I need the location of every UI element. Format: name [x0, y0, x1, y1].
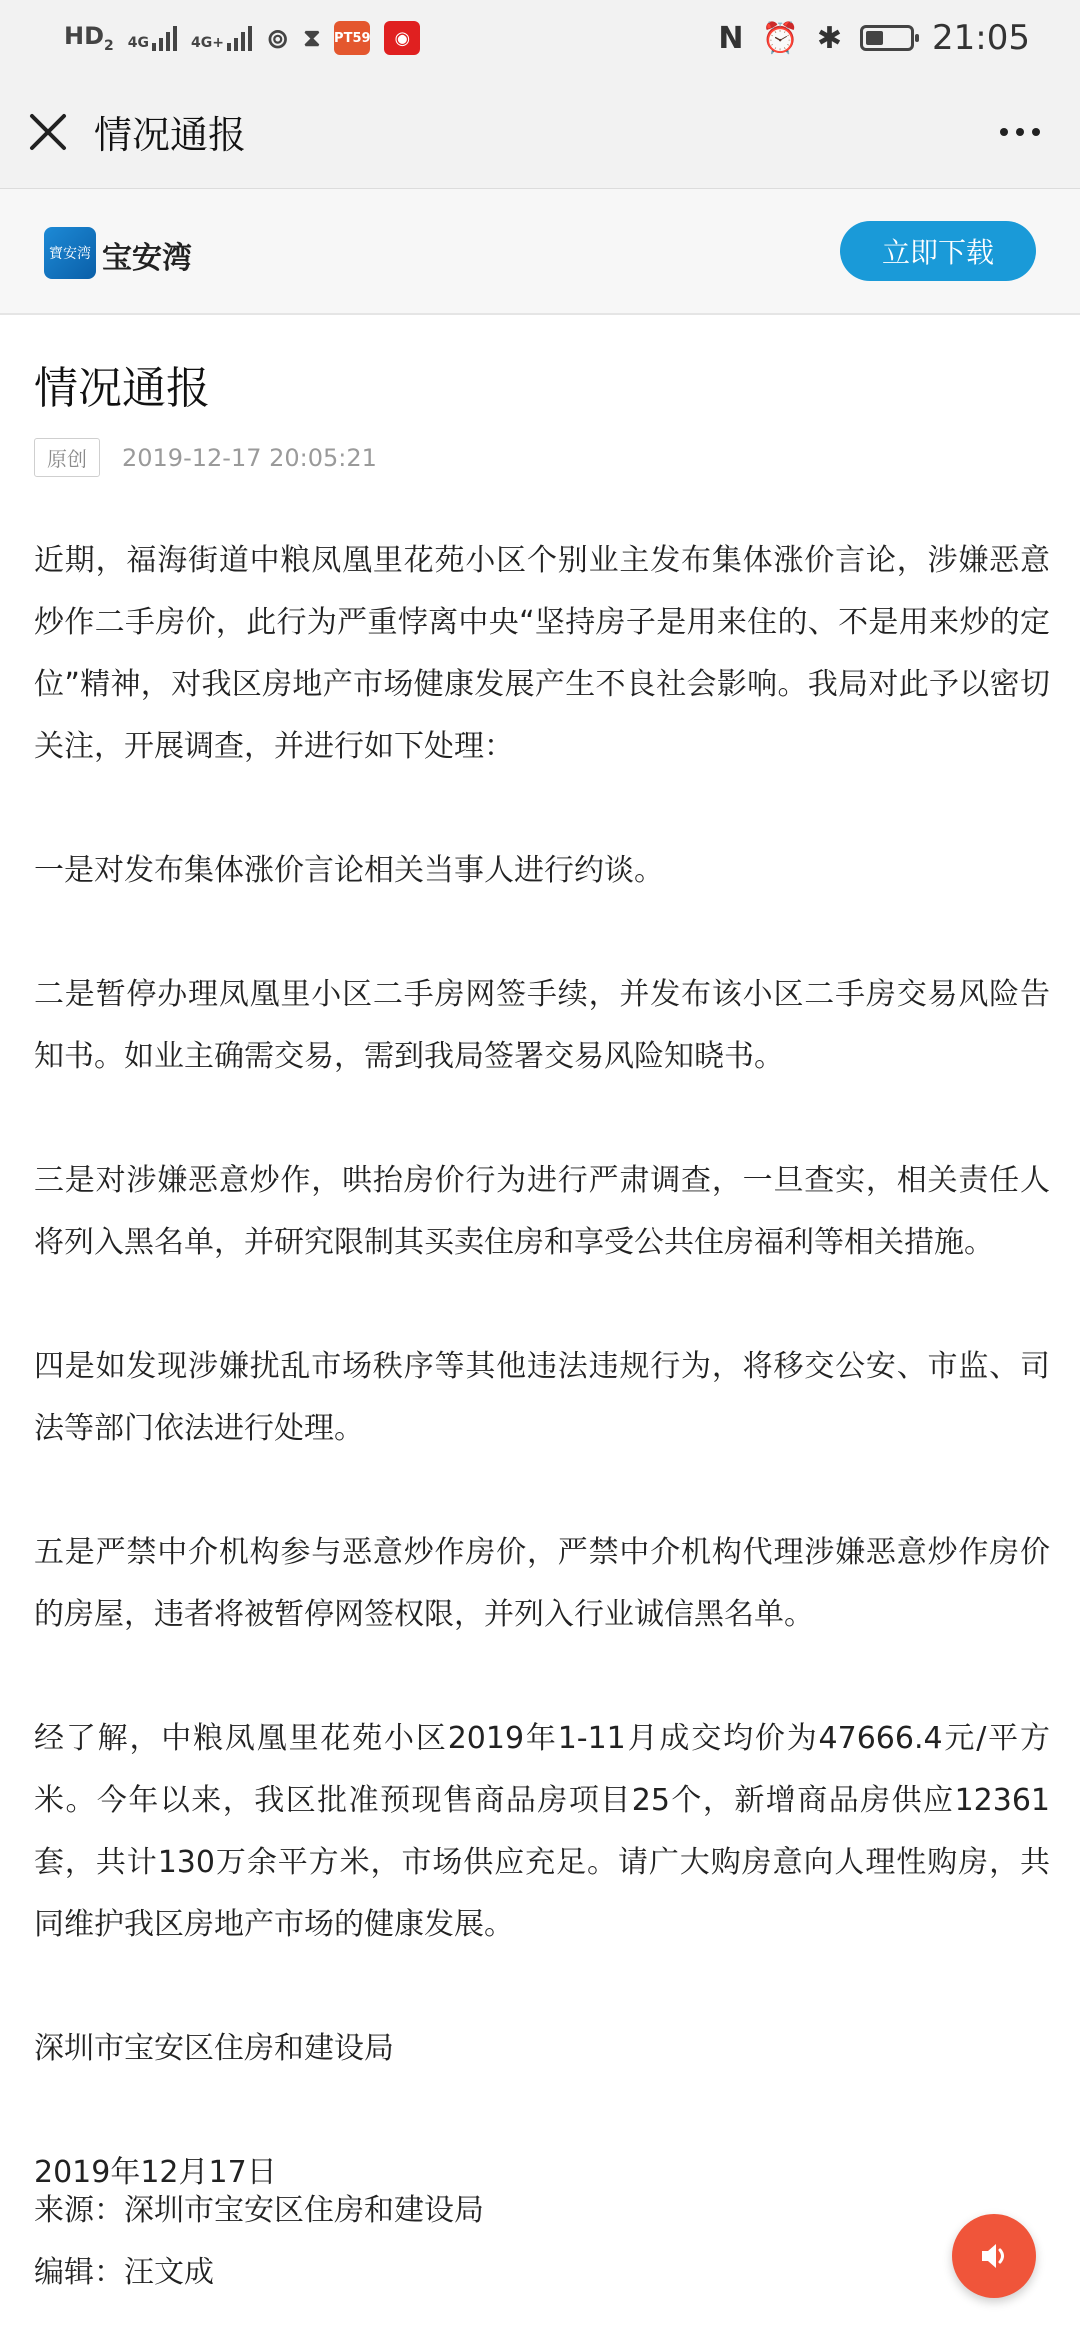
- paragraph: 一是对发布集体涨价言论相关当事人进行约谈。: [34, 853, 664, 888]
- audio-play-button[interactable]: [952, 2214, 1036, 2298]
- app-name: 宝安湾: [102, 241, 192, 276]
- music-icon: ⊚: [265, 21, 290, 55]
- clock: 21:05: [932, 18, 1030, 58]
- article-title: 情况通报: [34, 363, 210, 414]
- app-badge-icon: PT59: [334, 21, 370, 55]
- network-2: 4G+: [191, 25, 252, 51]
- hourglass-icon: ⧗: [303, 24, 321, 52]
- paragraph: 三是对涉嫌恶意炒作，哄抬房价行为进行严肃调查，一旦查实，相关责任人将列入黑名单，并研究限制其买卖住房和享受公共住房福利等相关措施。: [34, 1163, 1050, 1260]
- paragraph: 四是如发现涉嫌扰乱市场秩序等其他违法违规行为，将移交公安、市监、司法等部门依法进行处理。: [34, 1349, 1050, 1446]
- publish-date: 2019-12-17 20:05:21: [122, 443, 377, 472]
- signature-org: 深圳市宝安区住房和建设局: [34, 2031, 394, 2066]
- article-meta: [34, 438, 377, 477]
- more-options-icon[interactable]: [1000, 128, 1040, 136]
- app-banner: [0, 189, 1080, 315]
- speaker-icon: [974, 2236, 1014, 2276]
- paragraph: 近期，福海街道中粮凤凰里花苑小区个别业主发布集体涨价言论，涉嫌恶意炒作二手房价，此行为严重悖离中央“坚持房子是用来住的、不是用来炒的定位”精神，对我区房地产市场健康发展产生不良社会影响。我局对此予以密切关注，开展调查，并进行如下处理：: [34, 543, 1050, 764]
- alarm-icon: ⏰: [761, 20, 799, 56]
- signature-date: 2019年12月17日: [34, 2155, 277, 2190]
- status-right: [718, 16, 1030, 60]
- status-left: [64, 20, 420, 56]
- battery-icon: [860, 25, 914, 51]
- download-button[interactable]: 立即下载: [840, 221, 1036, 281]
- app-logo: 寶安湾: [44, 227, 96, 279]
- bluetooth-icon: ✱: [816, 20, 843, 56]
- paragraph: 二是暂停办理凤凰里小区二手房网签手续，并发布该小区二手房交易风险告知书。如业主确需交易，需到我局签署交易风险知晓书。: [34, 977, 1050, 1074]
- editor-line: 编辑：汪文成: [34, 2255, 214, 2290]
- netease-music-icon: ◉: [384, 21, 420, 55]
- signal-icon: [227, 25, 252, 51]
- signal-icon: [152, 25, 177, 51]
- article-content: [34, 530, 1050, 2266]
- nav-title: 情况通报: [94, 113, 247, 157]
- close-icon[interactable]: [26, 110, 70, 154]
- hd-indicator: $HD_2$: [64, 22, 114, 54]
- article-footer: [34, 2180, 484, 2304]
- source-line: 来源：深圳市宝安区住房和建设局: [34, 2193, 484, 2228]
- status-bar: [0, 0, 1080, 76]
- original-tag: 原创: [34, 438, 100, 477]
- paragraph: 五是严禁中介机构参与恶意炒作房价，严禁中介机构代理涉嫌恶意炒作房价的房屋，违者将被暂停网签权限，并列入行业诚信黑名单。: [34, 1535, 1050, 1632]
- nfc-icon: N: [718, 20, 744, 56]
- nav-bar: [0, 76, 1080, 189]
- paragraph: 经了解，中粮凤凰里花苑小区2019年1-11月成交均价为47666.4元/平方米。今年以来，我区批准预现售商品房项目25个，新增商品房供应12361套，共计130万余平方米，市场供应充足。请广大购房意向人理性购房，共同维护我区房地产市场的健康发展。: [34, 1721, 1050, 1942]
- network-1: 4G: [128, 25, 177, 51]
